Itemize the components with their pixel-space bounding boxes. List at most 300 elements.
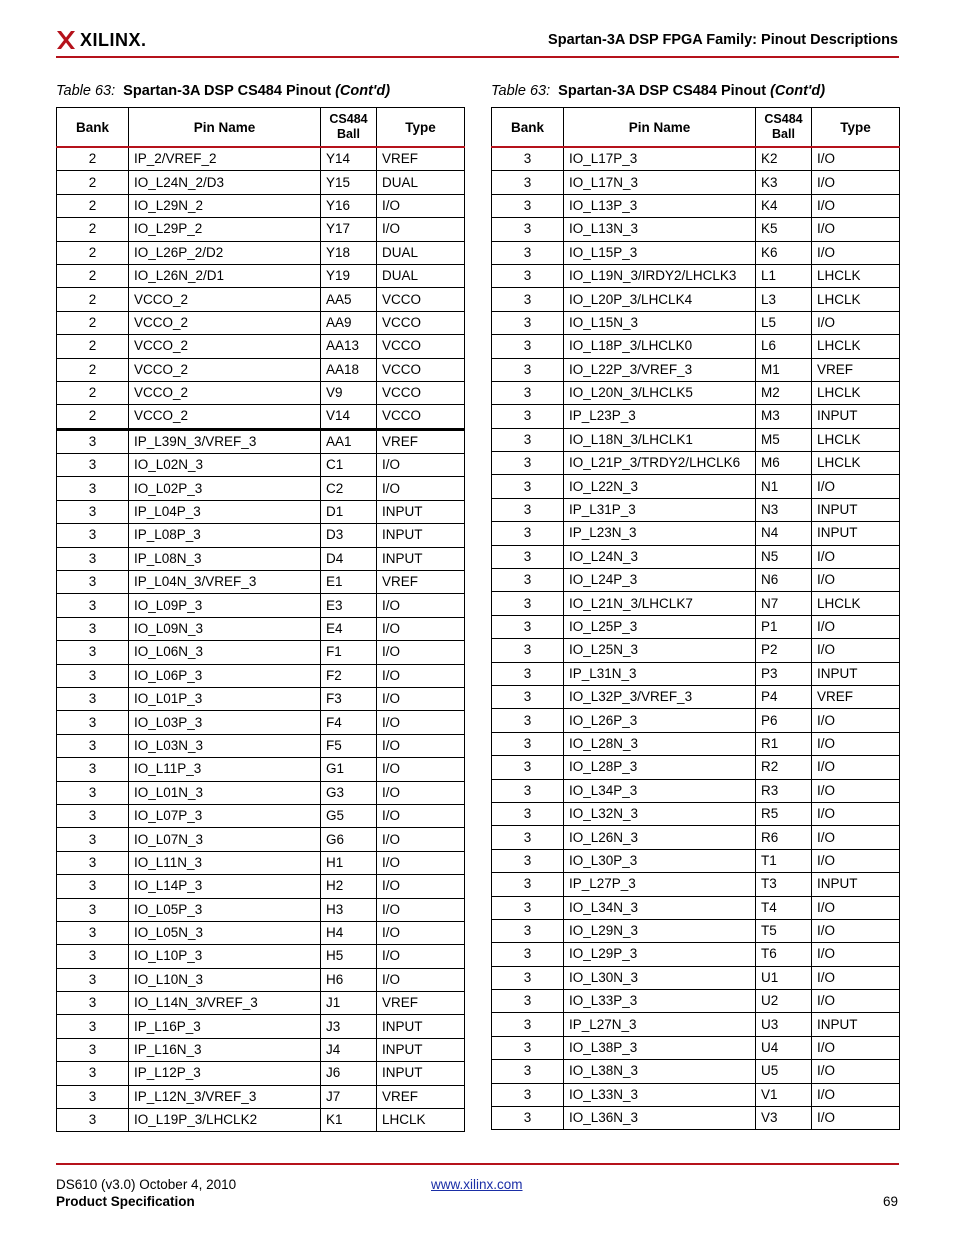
cell-type: I/O bbox=[377, 828, 465, 851]
cell-pin-name: IP_L08P_3 bbox=[129, 524, 321, 547]
table-row bbox=[492, 288, 900, 311]
col-header-ball-line2: Ball bbox=[772, 127, 795, 141]
cell-bank: 3 bbox=[492, 569, 564, 592]
cell-bank: 3 bbox=[492, 171, 564, 194]
cell-ball: N4 bbox=[756, 522, 812, 545]
table-row bbox=[492, 943, 900, 966]
cell-bank: 3 bbox=[57, 1062, 129, 1085]
cell-ball: E4 bbox=[321, 617, 377, 640]
cell-ball: Y19 bbox=[321, 264, 377, 287]
cell-type: I/O bbox=[377, 594, 465, 617]
table-row bbox=[57, 147, 465, 171]
cell-ball: N5 bbox=[756, 545, 812, 568]
cell-pin-name: IP_L16P_3 bbox=[129, 1015, 321, 1038]
table-row bbox=[492, 335, 900, 358]
table-row bbox=[57, 335, 465, 358]
cell-bank: 3 bbox=[492, 218, 564, 241]
cell-pin-name: IO_L33N_3 bbox=[564, 1083, 756, 1106]
cell-bank: 3 bbox=[492, 592, 564, 615]
col-header-bank: Bank bbox=[492, 108, 564, 148]
cell-pin-name: IO_L14P_3 bbox=[129, 875, 321, 898]
cell-type: I/O bbox=[812, 194, 900, 217]
cell-ball: G6 bbox=[321, 828, 377, 851]
cell-pin-name: IO_L20N_3/LHCLK5 bbox=[564, 381, 756, 404]
cell-pin-name: VCCO_2 bbox=[129, 288, 321, 311]
cell-bank: 3 bbox=[492, 732, 564, 755]
table-row bbox=[492, 1060, 900, 1083]
cell-bank: 3 bbox=[57, 711, 129, 734]
cell-type: I/O bbox=[812, 966, 900, 989]
table-row bbox=[57, 1085, 465, 1108]
cell-type: I/O bbox=[377, 194, 465, 217]
cell-bank: 3 bbox=[492, 545, 564, 568]
table-row bbox=[492, 849, 900, 872]
caption-title: Spartan-3A DSP CS484 Pinout bbox=[123, 83, 332, 99]
cell-ball: E3 bbox=[321, 594, 377, 617]
cell-bank: 3 bbox=[57, 828, 129, 851]
table-row bbox=[492, 405, 900, 428]
cell-type: I/O bbox=[377, 851, 465, 874]
table-row bbox=[492, 522, 900, 545]
cell-type: I/O bbox=[812, 849, 900, 872]
cell-bank: 3 bbox=[57, 664, 129, 687]
cell-pin-name: IO_L26P_2/D2 bbox=[129, 241, 321, 264]
cell-bank: 3 bbox=[57, 945, 129, 968]
table-row bbox=[492, 428, 900, 451]
cell-bank: 2 bbox=[57, 194, 129, 217]
table-row bbox=[492, 919, 900, 942]
cell-type: I/O bbox=[812, 709, 900, 732]
table-row bbox=[57, 264, 465, 287]
table-row bbox=[492, 358, 900, 381]
logo-text: XILINX. bbox=[80, 30, 147, 50]
cell-type: I/O bbox=[812, 171, 900, 194]
cell-bank: 3 bbox=[492, 288, 564, 311]
cell-pin-name: VCCO_2 bbox=[129, 358, 321, 381]
cell-type: I/O bbox=[812, 919, 900, 942]
cell-type: INPUT bbox=[812, 405, 900, 428]
cell-ball: M5 bbox=[756, 428, 812, 451]
cell-pin-name: IO_L11P_3 bbox=[129, 758, 321, 781]
col-header-ball bbox=[321, 108, 377, 148]
pinout-table-left bbox=[56, 107, 465, 1132]
cell-type: INPUT bbox=[377, 1015, 465, 1038]
cell-bank: 2 bbox=[57, 358, 129, 381]
cell-bank: 3 bbox=[492, 241, 564, 264]
table-row bbox=[57, 241, 465, 264]
cell-pin-name: IO_L03P_3 bbox=[129, 711, 321, 734]
cell-type: I/O bbox=[377, 477, 465, 500]
table-row bbox=[57, 968, 465, 991]
cell-pin-name: IO_L19N_3/IRDY2/LHCLK3 bbox=[564, 264, 756, 287]
cell-ball: V3 bbox=[756, 1107, 812, 1130]
cell-pin-name: IO_L32N_3 bbox=[564, 802, 756, 825]
cell-bank: 2 bbox=[57, 171, 129, 194]
table-row bbox=[57, 571, 465, 594]
footer-doc-id: DS610 (v3.0) October 4, 2010 bbox=[56, 1177, 237, 1192]
table-row bbox=[57, 711, 465, 734]
cell-type: INPUT bbox=[812, 522, 900, 545]
footer-rule bbox=[56, 1163, 899, 1165]
cell-pin-name: VCCO_2 bbox=[129, 405, 321, 429]
cell-ball: K6 bbox=[756, 241, 812, 264]
cell-bank: 3 bbox=[492, 1107, 564, 1130]
table-row bbox=[57, 945, 465, 968]
cell-pin-name: IO_L01P_3 bbox=[129, 687, 321, 710]
cell-pin-name: IO_L34P_3 bbox=[564, 779, 756, 802]
table-row bbox=[57, 1062, 465, 1085]
cell-ball: T3 bbox=[756, 873, 812, 896]
cell-pin-name: IO_L25P_3 bbox=[564, 615, 756, 638]
cell-type: I/O bbox=[812, 147, 900, 171]
cell-ball: H3 bbox=[321, 898, 377, 921]
cell-bank: 3 bbox=[492, 639, 564, 662]
cell-pin-name: IO_L29N_2 bbox=[129, 194, 321, 217]
cell-ball: F3 bbox=[321, 687, 377, 710]
cell-bank: 3 bbox=[492, 1036, 564, 1059]
cell-pin-name: IO_L22P_3/VREF_3 bbox=[564, 358, 756, 381]
table-row bbox=[57, 288, 465, 311]
cell-ball: U2 bbox=[756, 990, 812, 1013]
cell-ball: E1 bbox=[321, 571, 377, 594]
cell-ball: L1 bbox=[756, 264, 812, 287]
cell-ball: J1 bbox=[321, 992, 377, 1015]
cell-bank: 3 bbox=[57, 687, 129, 710]
caption-cont: (Cont'd) bbox=[335, 83, 391, 99]
cell-type: I/O bbox=[812, 615, 900, 638]
cell-ball: N7 bbox=[756, 592, 812, 615]
cell-pin-name: IP_L27N_3 bbox=[564, 1013, 756, 1036]
cell-type: LHCLK bbox=[812, 264, 900, 287]
cell-type: I/O bbox=[812, 896, 900, 919]
cell-bank: 3 bbox=[492, 264, 564, 287]
cell-bank: 2 bbox=[57, 405, 129, 429]
cell-bank: 3 bbox=[492, 896, 564, 919]
cell-ball: Y15 bbox=[321, 171, 377, 194]
cell-bank: 3 bbox=[57, 1109, 129, 1132]
cell-pin-name: IO_L01N_3 bbox=[129, 781, 321, 804]
cell-bank: 3 bbox=[57, 524, 129, 547]
cell-bank: 3 bbox=[492, 311, 564, 334]
cell-pin-name: IO_L17N_3 bbox=[564, 171, 756, 194]
cell-ball: M2 bbox=[756, 381, 812, 404]
cell-bank: 3 bbox=[57, 1038, 129, 1061]
cell-bank: 3 bbox=[492, 358, 564, 381]
cell-ball: V1 bbox=[756, 1083, 812, 1106]
table-row bbox=[57, 921, 465, 944]
cell-pin-name: IO_L10P_3 bbox=[129, 945, 321, 968]
cell-type: DUAL bbox=[377, 171, 465, 194]
table-row bbox=[492, 756, 900, 779]
cell-ball: H6 bbox=[321, 968, 377, 991]
cell-pin-name: IO_L24N_3 bbox=[564, 545, 756, 568]
cell-ball: V9 bbox=[321, 381, 377, 404]
cell-bank: 2 bbox=[57, 147, 129, 171]
table-row bbox=[492, 381, 900, 404]
table-row bbox=[492, 592, 900, 615]
cell-bank: 3 bbox=[492, 943, 564, 966]
cell-ball: Y14 bbox=[321, 147, 377, 171]
col-header-ball-line1: CS484 bbox=[329, 112, 368, 126]
table-row bbox=[57, 758, 465, 781]
cell-bank: 3 bbox=[492, 966, 564, 989]
cell-bank: 3 bbox=[57, 429, 129, 453]
table-row bbox=[492, 475, 900, 498]
cell-pin-name: IO_L25N_3 bbox=[564, 639, 756, 662]
table-row bbox=[57, 194, 465, 217]
cell-ball: C2 bbox=[321, 477, 377, 500]
table-row bbox=[57, 218, 465, 241]
cell-pin-name: IO_L30P_3 bbox=[564, 849, 756, 872]
cell-type: I/O bbox=[377, 664, 465, 687]
col-header-ball-line2: Ball bbox=[337, 127, 360, 141]
pinout-table-right bbox=[491, 107, 900, 1130]
cell-type: I/O bbox=[812, 1083, 900, 1106]
cell-type: I/O bbox=[812, 241, 900, 264]
cell-bank: 3 bbox=[492, 662, 564, 685]
table-row bbox=[57, 358, 465, 381]
table-row bbox=[492, 802, 900, 825]
table-row bbox=[57, 687, 465, 710]
cell-ball: H2 bbox=[321, 875, 377, 898]
cell-ball: U5 bbox=[756, 1060, 812, 1083]
cell-type: I/O bbox=[377, 454, 465, 477]
caption-title: Spartan-3A DSP CS484 Pinout bbox=[558, 83, 767, 99]
cell-ball: T5 bbox=[756, 919, 812, 942]
cell-bank: 3 bbox=[57, 617, 129, 640]
cell-bank: 3 bbox=[492, 381, 564, 404]
table-row bbox=[492, 966, 900, 989]
cell-ball: U3 bbox=[756, 1013, 812, 1036]
cell-pin-name: IO_L33P_3 bbox=[564, 990, 756, 1013]
cell-ball: T6 bbox=[756, 943, 812, 966]
cell-type: VCCO bbox=[377, 405, 465, 429]
cell-type: I/O bbox=[812, 218, 900, 241]
cell-type: VREF bbox=[377, 429, 465, 453]
cell-type: LHCLK bbox=[812, 452, 900, 475]
cell-bank: 3 bbox=[492, 1060, 564, 1083]
cell-pin-name: IO_L29N_3 bbox=[564, 919, 756, 942]
table-row bbox=[57, 454, 465, 477]
table-row bbox=[57, 781, 465, 804]
cell-ball: P6 bbox=[756, 709, 812, 732]
cell-ball: D1 bbox=[321, 500, 377, 523]
cell-bank: 3 bbox=[492, 802, 564, 825]
cell-bank: 2 bbox=[57, 381, 129, 404]
cell-pin-name: IO_L06N_3 bbox=[129, 641, 321, 664]
cell-bank: 3 bbox=[57, 921, 129, 944]
cell-type: VCCO bbox=[377, 358, 465, 381]
cell-ball: U1 bbox=[756, 966, 812, 989]
cell-pin-name: IO_L05N_3 bbox=[129, 921, 321, 944]
cell-ball: T1 bbox=[756, 849, 812, 872]
cell-bank: 3 bbox=[57, 968, 129, 991]
cell-type: INPUT bbox=[377, 500, 465, 523]
cell-bank: 3 bbox=[57, 781, 129, 804]
cell-ball: R5 bbox=[756, 802, 812, 825]
cell-pin-name: IP_L12P_3 bbox=[129, 1062, 321, 1085]
cell-pin-name: IO_L10N_3 bbox=[129, 968, 321, 991]
table-row bbox=[492, 218, 900, 241]
cell-pin-name: IP_L16N_3 bbox=[129, 1038, 321, 1061]
cell-ball: K5 bbox=[756, 218, 812, 241]
cell-pin-name: IO_L20P_3/LHCLK4 bbox=[564, 288, 756, 311]
cell-ball: T4 bbox=[756, 896, 812, 919]
table-row bbox=[57, 429, 465, 453]
cell-ball: K4 bbox=[756, 194, 812, 217]
cell-type: I/O bbox=[812, 475, 900, 498]
table-row bbox=[492, 990, 900, 1013]
table-row bbox=[492, 1036, 900, 1059]
cell-bank: 3 bbox=[57, 898, 129, 921]
cell-pin-name: IP_L23N_3 bbox=[564, 522, 756, 545]
table-row bbox=[57, 641, 465, 664]
cell-pin-name: IO_L14N_3/VREF_3 bbox=[129, 992, 321, 1015]
cell-pin-name: IO_L38P_3 bbox=[564, 1036, 756, 1059]
cell-ball: F5 bbox=[321, 734, 377, 757]
table-row bbox=[57, 804, 465, 827]
cell-pin-name: IO_L29P_2 bbox=[129, 218, 321, 241]
cell-bank: 2 bbox=[57, 311, 129, 334]
cell-ball: K2 bbox=[756, 147, 812, 171]
cell-pin-name: IO_L15N_3 bbox=[564, 311, 756, 334]
cell-type: I/O bbox=[377, 921, 465, 944]
footer-website-link[interactable]: www.xilinx.com bbox=[431, 1177, 523, 1192]
cell-type: I/O bbox=[812, 639, 900, 662]
col-header-pin-name: Pin Name bbox=[564, 108, 756, 148]
cell-ball: V14 bbox=[321, 405, 377, 429]
table-row bbox=[57, 828, 465, 851]
cell-ball: J7 bbox=[321, 1085, 377, 1108]
table-row bbox=[492, 639, 900, 662]
table-row bbox=[492, 732, 900, 755]
table-row bbox=[492, 545, 900, 568]
cell-ball: G3 bbox=[321, 781, 377, 804]
cell-type: I/O bbox=[377, 734, 465, 757]
col-header-pin-name: Pin Name bbox=[129, 108, 321, 148]
cell-pin-name: IO_L07N_3 bbox=[129, 828, 321, 851]
cell-bank: 3 bbox=[492, 1083, 564, 1106]
xilinx-logo bbox=[56, 28, 156, 54]
table-row bbox=[492, 264, 900, 287]
cell-bank: 2 bbox=[57, 264, 129, 287]
cell-ball: H5 bbox=[321, 945, 377, 968]
cell-bank: 3 bbox=[57, 1015, 129, 1038]
cell-type: VREF bbox=[377, 992, 465, 1015]
cell-type: I/O bbox=[812, 826, 900, 849]
cell-type: VCCO bbox=[377, 288, 465, 311]
cell-bank: 3 bbox=[57, 758, 129, 781]
xilinx-logo-icon bbox=[56, 30, 76, 50]
cell-type: INPUT bbox=[377, 1038, 465, 1061]
cell-ball: K3 bbox=[756, 171, 812, 194]
table-row bbox=[492, 569, 900, 592]
cell-type: I/O bbox=[377, 968, 465, 991]
cell-ball: K1 bbox=[321, 1109, 377, 1132]
cell-bank: 3 bbox=[57, 500, 129, 523]
cell-bank: 3 bbox=[492, 779, 564, 802]
cell-type: INPUT bbox=[377, 547, 465, 570]
cell-ball: P3 bbox=[756, 662, 812, 685]
cell-ball: J4 bbox=[321, 1038, 377, 1061]
cell-type: I/O bbox=[377, 617, 465, 640]
cell-type: I/O bbox=[377, 711, 465, 734]
cell-type: I/O bbox=[812, 1107, 900, 1130]
table-row bbox=[57, 171, 465, 194]
cell-pin-name: IO_L26N_3 bbox=[564, 826, 756, 849]
table-row bbox=[492, 452, 900, 475]
page-header-title: Spartan-3A DSP FPGA Family: Pinout Descriptions bbox=[548, 32, 898, 48]
cell-type: LHCLK bbox=[812, 288, 900, 311]
cell-pin-name: IO_L24N_2/D3 bbox=[129, 171, 321, 194]
cell-pin-name: IO_L09N_3 bbox=[129, 617, 321, 640]
caption-cont: (Cont'd) bbox=[770, 83, 826, 99]
cell-type: I/O bbox=[812, 569, 900, 592]
cell-bank: 3 bbox=[492, 849, 564, 872]
cell-ball: AA18 bbox=[321, 358, 377, 381]
cell-ball: G1 bbox=[321, 758, 377, 781]
cell-pin-name: IO_L15P_3 bbox=[564, 241, 756, 264]
table-row bbox=[57, 500, 465, 523]
cell-ball: AA5 bbox=[321, 288, 377, 311]
col-header-type: Type bbox=[377, 108, 465, 148]
cell-bank: 3 bbox=[492, 452, 564, 475]
table-row bbox=[57, 664, 465, 687]
cell-type: I/O bbox=[377, 898, 465, 921]
cell-ball: P1 bbox=[756, 615, 812, 638]
cell-ball: C1 bbox=[321, 454, 377, 477]
cell-pin-name: IO_L05P_3 bbox=[129, 898, 321, 921]
cell-type: I/O bbox=[377, 758, 465, 781]
cell-bank: 2 bbox=[57, 335, 129, 358]
cell-type: I/O bbox=[812, 311, 900, 334]
cell-type: DUAL bbox=[377, 241, 465, 264]
col-header-type: Type bbox=[812, 108, 900, 148]
cell-pin-name: IO_L28N_3 bbox=[564, 732, 756, 755]
table-row bbox=[57, 405, 465, 429]
cell-pin-name: IO_L19P_3/LHCLK2 bbox=[129, 1109, 321, 1132]
cell-pin-name: IP_L12N_3/VREF_3 bbox=[129, 1085, 321, 1108]
cell-ball: N6 bbox=[756, 569, 812, 592]
table-row bbox=[492, 194, 900, 217]
cell-type: I/O bbox=[812, 1060, 900, 1083]
table-caption-left bbox=[56, 83, 390, 99]
cell-type: INPUT bbox=[377, 524, 465, 547]
cell-type: I/O bbox=[812, 545, 900, 568]
cell-ball: J6 bbox=[321, 1062, 377, 1085]
cell-ball: R1 bbox=[756, 732, 812, 755]
cell-pin-name: IO_L24P_3 bbox=[564, 569, 756, 592]
cell-pin-name: IP_L04P_3 bbox=[129, 500, 321, 523]
cell-ball: L6 bbox=[756, 335, 812, 358]
cell-type: DUAL bbox=[377, 264, 465, 287]
cell-ball: R2 bbox=[756, 756, 812, 779]
cell-bank: 3 bbox=[57, 454, 129, 477]
cell-ball: U4 bbox=[756, 1036, 812, 1059]
cell-pin-name: IO_L22N_3 bbox=[564, 475, 756, 498]
table-row bbox=[492, 826, 900, 849]
cell-bank: 3 bbox=[57, 851, 129, 874]
cell-bank: 3 bbox=[492, 709, 564, 732]
cell-ball: N1 bbox=[756, 475, 812, 498]
cell-type: LHCLK bbox=[812, 428, 900, 451]
cell-type: I/O bbox=[377, 804, 465, 827]
cell-bank: 3 bbox=[492, 428, 564, 451]
cell-ball: P2 bbox=[756, 639, 812, 662]
cell-pin-name: IO_L36N_3 bbox=[564, 1107, 756, 1130]
cell-ball: R6 bbox=[756, 826, 812, 849]
cell-pin-name: IO_L18N_3/LHCLK1 bbox=[564, 428, 756, 451]
